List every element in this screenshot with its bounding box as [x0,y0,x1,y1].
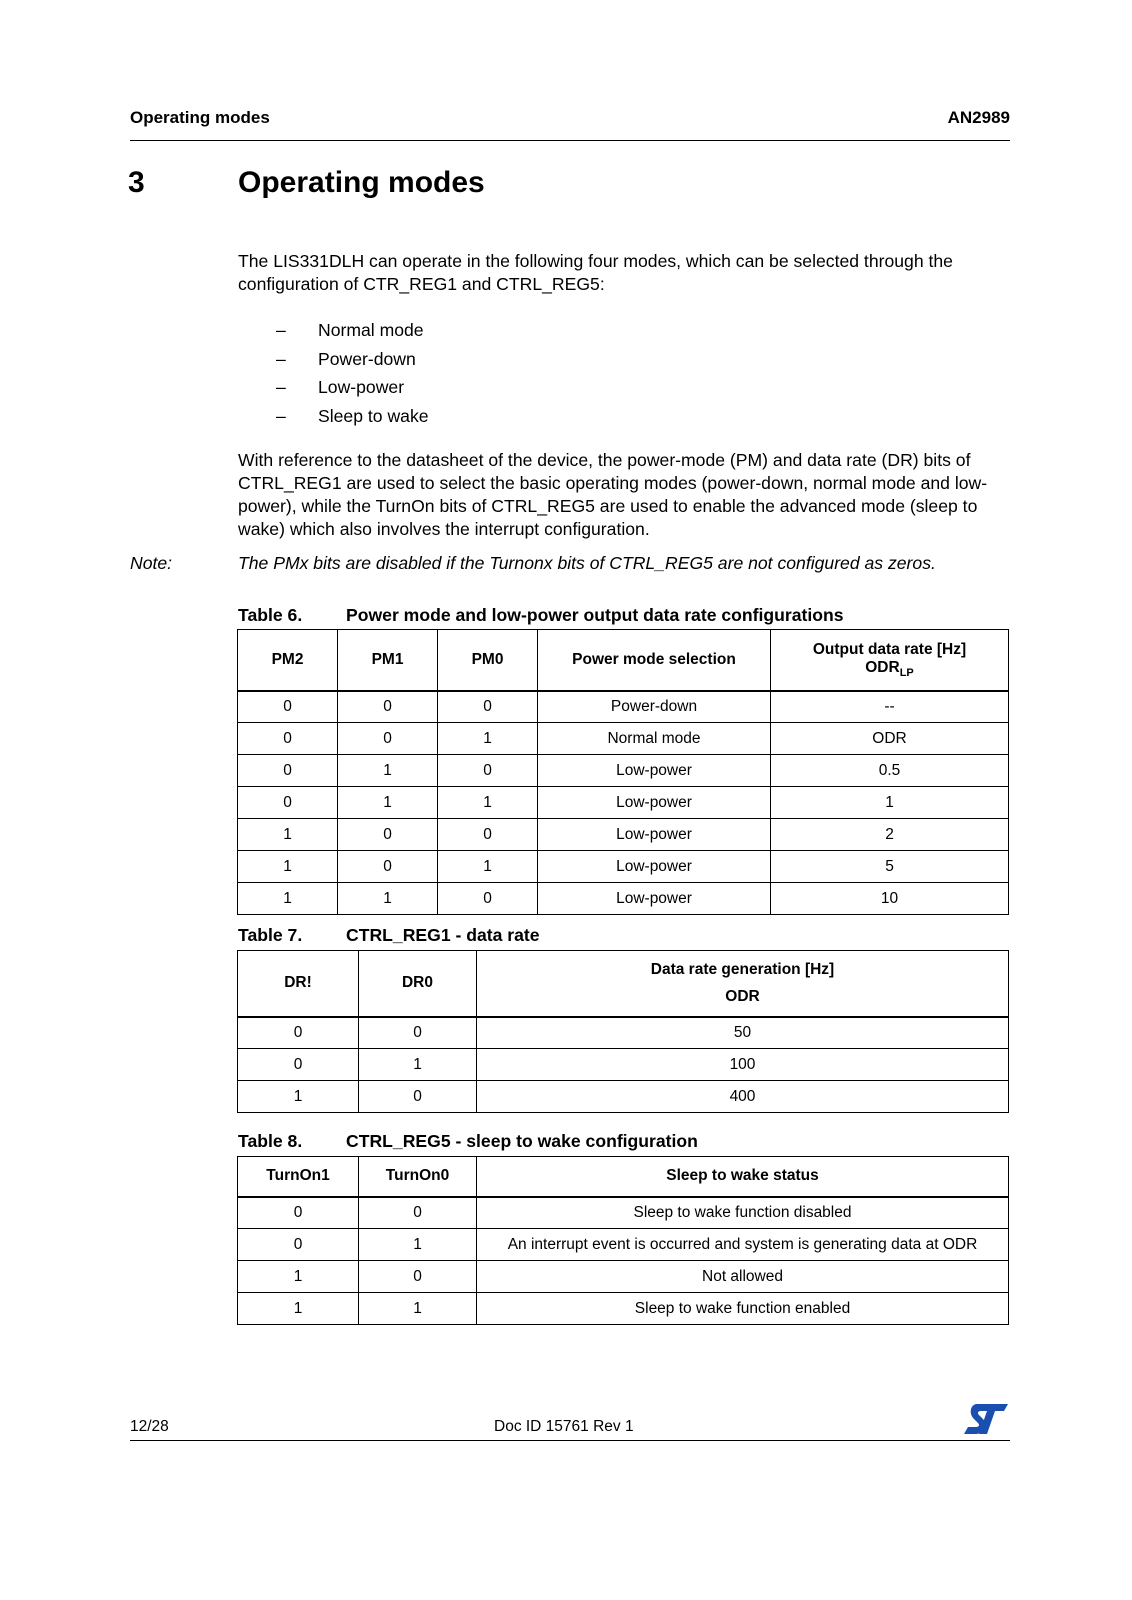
dash-bullet: – [276,320,286,340]
table-cell: 1 [338,883,438,915]
table-cell: 0 [359,1081,477,1113]
table-row [238,1293,1009,1325]
table-cell: Low-power [538,819,771,851]
running-header-title: Operating modes [130,108,270,127]
table6-caption [238,605,844,626]
st-logo-icon [963,1402,1009,1436]
table-row [238,787,1009,819]
table-cell: 0 [238,755,338,787]
table7-number: Table 7. [238,925,303,945]
column-header [477,951,1009,1017]
column-header: Sleep to wake status [477,1157,1009,1197]
table-cell: 0 [338,851,438,883]
table8-title: CTRL_REG5 - sleep to wake configuration [346,1131,698,1151]
dash-bullet: – [276,377,286,397]
table-cell: 1 [238,1293,359,1325]
table-cell: 50 [477,1017,1009,1049]
table-row [238,755,1009,787]
table-cell: Low-power [538,787,771,819]
table-cell: 1 [438,723,538,755]
table-cell: 1 [238,819,338,851]
table-cell: 0.5 [771,755,1009,787]
table-cell: Low-power [538,883,771,915]
list-item-text: Normal mode [318,320,424,340]
list-item [238,373,429,402]
table-cell: 0 [438,883,538,915]
column-header: Power mode selection [538,630,771,691]
column-header: DR0 [359,951,477,1017]
dash-bullet: – [276,348,286,369]
table-cell: Not allowed [477,1261,1009,1293]
page-number: 12/28 [130,1418,169,1435]
table6-title: Power mode and low-power output data rate configurations [346,605,844,625]
table-row [238,883,1009,915]
table7-data-rate [237,950,1009,1113]
table-cell: 0 [438,755,538,787]
table-cell: 0 [238,723,338,755]
table-cell: 0 [238,1049,359,1081]
table-row [238,1017,1009,1049]
table-row [238,1049,1009,1081]
table-cell: Low-power [538,851,771,883]
table-cell: 1 [338,755,438,787]
modes-list [238,316,429,430]
table-row [238,851,1009,883]
column-header: PM2 [238,630,338,691]
table8-sleep-to-wake [237,1156,1009,1325]
table-row [238,1261,1009,1293]
table-cell: Normal mode [538,723,771,755]
table-cell: 5 [771,851,1009,883]
table-cell: 10 [771,883,1009,915]
table-cell: 1 [359,1293,477,1325]
section-number: 3 [128,166,145,199]
table-cell: 0 [238,787,338,819]
table-cell: 1 [238,851,338,883]
section-title: Operating modes [238,166,485,199]
list-item [238,316,429,345]
note-label: Note: [130,553,173,573]
list-item [238,402,429,431]
column-header: DR! [238,951,359,1017]
table-cell: 0 [438,691,538,723]
table-row [238,1081,1009,1113]
table-cell: Power-down [538,691,771,723]
list-item [238,345,429,374]
table-cell: Low-power [538,755,771,787]
note-text: The PMx bits are disabled if the Turnonx bits of CTRL_REG5 are not configured as zeros. [238,553,936,573]
table-cell: An interrupt event is occurred and system is generating data at ODR [477,1229,1009,1261]
table-cell: 1 [438,851,538,883]
column-header: PM1 [338,630,438,691]
table-cell: 0 [238,1229,359,1261]
footer-divider [130,1440,1010,1441]
table-cell: 0 [338,691,438,723]
rate-header-line2: ODR [725,988,760,1006]
table-cell: -- [771,691,1009,723]
table-cell: 0 [338,819,438,851]
table-header-row [238,630,1009,691]
odr-subscript: LP [899,666,914,679]
table-row [238,1197,1009,1229]
column-header [771,630,1009,691]
table-cell: 0 [359,1197,477,1229]
list-item-text: Sleep to wake [318,405,429,426]
table-cell: 1 [359,1049,477,1081]
table-cell: 0 [438,819,538,851]
table-cell: 100 [477,1049,1009,1081]
table-row [238,691,1009,723]
list-item-text: Low-power [318,377,405,397]
table-cell: 0 [238,1197,359,1229]
header-divider [130,140,1010,141]
column-header: PM0 [438,630,538,691]
table-cell: 400 [477,1081,1009,1113]
table-cell: 1 [238,1261,359,1293]
table-cell: 0 [238,1017,359,1049]
doc-id: Doc ID 15761 Rev 1 [494,1418,634,1435]
list-item-text: Power-down [318,348,416,369]
column-header: TurnOn0 [359,1157,477,1197]
table-cell: 1 [238,1081,359,1113]
table-cell: 0 [238,691,338,723]
table6-number: Table 6. [238,605,303,625]
table-header-row [238,1157,1009,1197]
table7-title: CTRL_REG1 - data rate [346,925,540,945]
reference-paragraph: With reference to the datasheet of the device, the power-mode (PM) and data rate (DR) bits of CTRL_REG1 are used to select the basic operating modes (power-down, normal mode and low-power), while the TurnOn bits of CTRL_REG5 are used to enable the advanced mode (sleep to wake) which also involves the interrupt configuration. [238,450,988,539]
table-row [238,723,1009,755]
table-cell: 1 [338,787,438,819]
table-cell: 1 [438,787,538,819]
column-header: TurnOn1 [238,1157,359,1197]
table-cell: 0 [338,723,438,755]
table-cell: 1 [359,1229,477,1261]
odr-header-line1: Output data rate [Hz] [812,640,967,658]
table8-caption [238,1131,698,1152]
dash-bullet: – [276,405,286,426]
table-cell: ODR [771,723,1009,755]
odr-label: ODR [865,658,900,676]
table-cell: 2 [771,819,1009,851]
table-cell: 1 [238,883,338,915]
table-cell: 0 [359,1017,477,1049]
document-code: AN2989 [947,108,1010,127]
table-row [238,1229,1009,1261]
table8-number: Table 8. [238,1131,303,1151]
intro-paragraph: The LIS331DLH can operate in the following four modes, which can be selected through the configuration of CTR_REG1 and CTRL_REG5: [238,251,953,294]
table-cell: Sleep to wake function disabled [477,1197,1009,1229]
table-cell: 1 [771,787,1009,819]
table7-caption [238,925,540,946]
table6-power-modes [237,629,1009,915]
table-row [238,819,1009,851]
table-header-row [238,951,1009,1017]
table-cell: 0 [359,1261,477,1293]
table-cell: Sleep to wake function enabled [477,1293,1009,1325]
odr-header-line2 [773,659,1006,679]
rate-header-line1: Data rate generation [Hz] [650,961,835,979]
